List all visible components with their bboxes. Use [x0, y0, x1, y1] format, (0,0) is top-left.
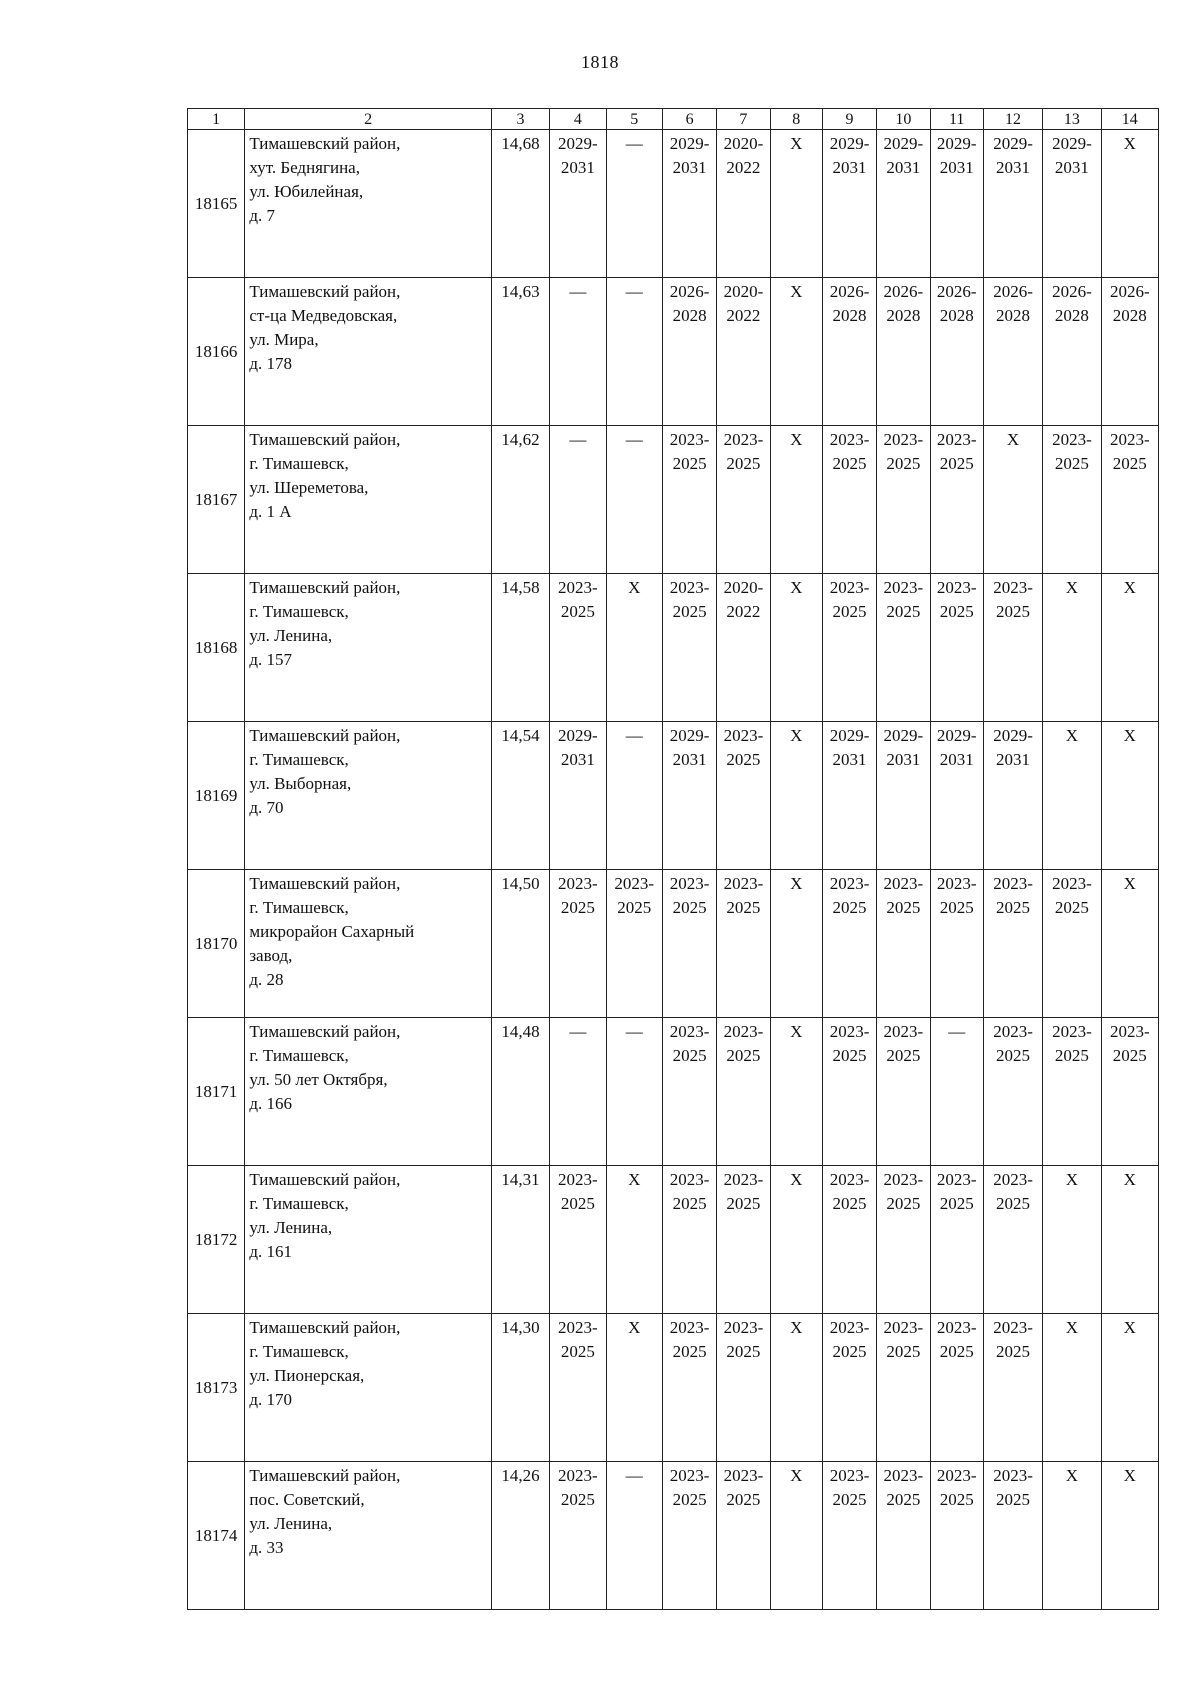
row-cell: 2023- 2025 — [717, 426, 770, 574]
table-header-row — [188, 109, 1159, 130]
row-value: 14,30 — [491, 1314, 549, 1462]
row-cell: Х — [770, 1314, 822, 1462]
row-cell: Х — [1101, 1166, 1158, 1314]
column-header: 10 — [877, 109, 930, 130]
row-value: 14,63 — [491, 278, 549, 426]
row-cell: 2023- 2025 — [1043, 426, 1101, 574]
row-cell: — — [550, 278, 606, 426]
row-address: Тимашевский район, хут. Беднягина, ул. Юбилейная, д. 7 — [245, 130, 492, 278]
row-cell: 2026- 2028 — [1101, 278, 1158, 426]
row-cell: 2029- 2031 — [662, 130, 716, 278]
row-cell: Х — [1101, 1314, 1158, 1462]
row-cell: 2023- 2025 — [550, 1462, 606, 1610]
table-row — [188, 426, 1159, 574]
row-cell: 2026- 2028 — [930, 278, 983, 426]
row-cell: 2023- 2025 — [822, 426, 876, 574]
row-cell: Х — [770, 1166, 822, 1314]
row-address: Тимашевский район, г. Тимашевск, ул. Ленина, д. 161 — [245, 1166, 492, 1314]
column-header: 12 — [983, 109, 1042, 130]
table-row — [188, 278, 1159, 426]
row-cell: 2023- 2025 — [822, 870, 876, 1018]
row-cell: 2029- 2031 — [930, 130, 983, 278]
row-cell: 2023- 2025 — [822, 1018, 876, 1166]
row-value: 14,26 — [491, 1462, 549, 1610]
row-id: 18174 — [188, 1462, 245, 1610]
column-header: 4 — [550, 109, 606, 130]
row-address: Тимашевский район, г. Тимашевск, ул. Шереметова, д. 1 А — [245, 426, 492, 574]
row-cell: Х — [1043, 1166, 1101, 1314]
row-cell: 2023- 2025 — [550, 1314, 606, 1462]
row-address: Тимашевский район, г. Тимашевск, микрорайон Сахарный завод, д. 28 — [245, 870, 492, 1018]
row-id: 18169 — [188, 722, 245, 870]
row-cell: 2023- 2025 — [1043, 870, 1101, 1018]
row-cell: 2029- 2031 — [662, 722, 716, 870]
row-cell: Х — [1043, 1462, 1101, 1610]
row-cell: 2029- 2031 — [877, 722, 930, 870]
row-id: 18172 — [188, 1166, 245, 1314]
row-cell: 2023- 2025 — [662, 574, 716, 722]
row-cell: 2023- 2025 — [550, 870, 606, 1018]
row-cell: Х — [1101, 130, 1158, 278]
row-cell: — — [606, 722, 662, 870]
row-cell: 2023- 2025 — [550, 1166, 606, 1314]
row-cell: 2023- 2025 — [717, 870, 770, 1018]
row-cell: 2023- 2025 — [717, 1462, 770, 1610]
row-value: 14,68 — [491, 130, 549, 278]
page-number: 1818 — [581, 52, 619, 72]
row-cell: — — [930, 1018, 983, 1166]
row-cell: 2023- 2025 — [930, 1314, 983, 1462]
row-value: 14,54 — [491, 722, 549, 870]
row-cell: 2029- 2031 — [822, 722, 876, 870]
row-value: 14,48 — [491, 1018, 549, 1166]
row-cell: 2023- 2025 — [877, 1166, 930, 1314]
row-cell: Х — [770, 870, 822, 1018]
row-cell: Х — [770, 1462, 822, 1610]
row-cell: 2023- 2025 — [930, 870, 983, 1018]
row-cell: 2023- 2025 — [877, 574, 930, 722]
row-cell: 2023- 2025 — [717, 1314, 770, 1462]
row-cell: 2029- 2031 — [930, 722, 983, 870]
row-cell: 2023- 2025 — [983, 1166, 1042, 1314]
row-cell: 2023- 2025 — [983, 870, 1042, 1018]
row-cell: 2029- 2031 — [877, 130, 930, 278]
row-cell: 2029- 2031 — [983, 130, 1042, 278]
column-header: 3 — [491, 109, 549, 130]
row-cell: 2023- 2025 — [1043, 1018, 1101, 1166]
row-cell: 2023- 2025 — [983, 1018, 1042, 1166]
row-value: 14,50 — [491, 870, 549, 1018]
row-cell: 2023- 2025 — [1101, 426, 1158, 574]
row-cell: 2023- 2025 — [983, 1314, 1042, 1462]
row-cell: — — [606, 426, 662, 574]
row-cell: Х — [770, 574, 822, 722]
row-id: 18168 — [188, 574, 245, 722]
row-cell: Х — [1043, 574, 1101, 722]
row-cell: 2023- 2025 — [822, 574, 876, 722]
row-cell: 2026- 2028 — [822, 278, 876, 426]
row-id: 18173 — [188, 1314, 245, 1462]
row-cell: 2023- 2025 — [877, 1314, 930, 1462]
row-cell: 2023- 2025 — [930, 574, 983, 722]
row-cell: 2026- 2028 — [662, 278, 716, 426]
column-header: 9 — [822, 109, 876, 130]
row-cell: 2020- 2022 — [717, 130, 770, 278]
row-id: 18166 — [188, 278, 245, 426]
row-cell: — — [606, 1462, 662, 1610]
row-cell: 2029- 2031 — [550, 130, 606, 278]
row-cell: Х — [1043, 1314, 1101, 1462]
row-cell: 2023- 2025 — [877, 1018, 930, 1166]
row-cell: 2023- 2025 — [930, 426, 983, 574]
row-cell: 2023- 2025 — [717, 1166, 770, 1314]
table-row — [188, 1166, 1159, 1314]
row-cell: Х — [770, 426, 822, 574]
table-row — [188, 722, 1159, 870]
table-row — [188, 1018, 1159, 1166]
table-row — [188, 130, 1159, 278]
data-table — [187, 108, 1159, 1610]
row-id: 18165 — [188, 130, 245, 278]
column-header: 8 — [770, 109, 822, 130]
row-cell: 2026- 2028 — [983, 278, 1042, 426]
row-cell: Х — [770, 722, 822, 870]
row-id: 18167 — [188, 426, 245, 574]
row-cell: 2026- 2028 — [877, 278, 930, 426]
row-value: 14,58 — [491, 574, 549, 722]
row-cell: Х — [1101, 870, 1158, 1018]
row-cell: 2023- 2025 — [1101, 1018, 1158, 1166]
row-cell: 2023- 2025 — [662, 1314, 716, 1462]
row-cell: 2029- 2031 — [1043, 130, 1101, 278]
column-header: 14 — [1101, 109, 1158, 130]
row-cell: Х — [983, 426, 1042, 574]
row-cell: 2026- 2028 — [1043, 278, 1101, 426]
row-cell: Х — [606, 1166, 662, 1314]
row-address: Тимашевский район, г. Тимашевск, ул. 50 лет Октября, д. 166 — [245, 1018, 492, 1166]
row-cell: 2023- 2025 — [662, 426, 716, 574]
row-cell: — — [606, 1018, 662, 1166]
row-cell: Х — [1043, 722, 1101, 870]
row-cell: — — [606, 130, 662, 278]
row-cell: Х — [770, 130, 822, 278]
row-cell: Х — [606, 574, 662, 722]
row-cell: 2020- 2022 — [717, 278, 770, 426]
row-cell: 2020- 2022 — [717, 574, 770, 722]
row-id: 18170 — [188, 870, 245, 1018]
row-cell: 2023- 2025 — [983, 574, 1042, 722]
row-cell: 2023- 2025 — [930, 1462, 983, 1610]
row-address: Тимашевский район, г. Тимашевск, ул. Пионерская, д. 170 — [245, 1314, 492, 1462]
row-cell: 2029- 2031 — [983, 722, 1042, 870]
row-cell: 2023- 2025 — [717, 722, 770, 870]
table-row — [188, 574, 1159, 722]
column-header: 6 — [662, 109, 716, 130]
column-header: 11 — [930, 109, 983, 130]
row-cell: 2023- 2025 — [606, 870, 662, 1018]
column-header: 7 — [717, 109, 770, 130]
row-address: Тимашевский район, г. Тимашевск, ул. Выборная, д. 70 — [245, 722, 492, 870]
column-header: 13 — [1043, 109, 1101, 130]
row-cell: 2023- 2025 — [877, 1462, 930, 1610]
row-cell: Х — [1101, 574, 1158, 722]
table-row — [188, 870, 1159, 1018]
row-address: Тимашевский район, ст-ца Медведовская, ул. Мира, д. 178 — [245, 278, 492, 426]
row-cell: Х — [606, 1314, 662, 1462]
table-row — [188, 1462, 1159, 1610]
row-cell: Х — [1101, 1462, 1158, 1610]
row-cell: 2023- 2025 — [822, 1166, 876, 1314]
row-cell: Х — [1101, 722, 1158, 870]
row-cell: 2023- 2025 — [877, 426, 930, 574]
row-cell: 2029- 2031 — [822, 130, 876, 278]
row-value: 14,31 — [491, 1166, 549, 1314]
row-cell: 2023- 2025 — [717, 1018, 770, 1166]
row-cell: Х — [770, 1018, 822, 1166]
row-cell: 2023- 2025 — [662, 870, 716, 1018]
row-cell: 2023- 2025 — [662, 1018, 716, 1166]
table-row — [188, 1314, 1159, 1462]
row-cell: 2023- 2025 — [930, 1166, 983, 1314]
row-address: Тимашевский район, пос. Советский, ул. Ленина, д. 33 — [245, 1462, 492, 1610]
row-cell: 2023- 2025 — [662, 1462, 716, 1610]
column-header: 1 — [188, 109, 245, 130]
row-value: 14,62 — [491, 426, 549, 574]
row-cell: — — [550, 1018, 606, 1166]
row-cell: 2023- 2025 — [877, 870, 930, 1018]
row-cell: 2023- 2025 — [822, 1462, 876, 1610]
row-cell: 2023- 2025 — [662, 1166, 716, 1314]
row-cell: 2023- 2025 — [822, 1314, 876, 1462]
row-cell: 2029- 2031 — [550, 722, 606, 870]
row-address: Тимашевский район, г. Тимашевск, ул. Ленина, д. 157 — [245, 574, 492, 722]
row-cell: — — [606, 278, 662, 426]
row-cell: — — [550, 426, 606, 574]
row-cell: 2023- 2025 — [550, 574, 606, 722]
column-header: 5 — [606, 109, 662, 130]
row-cell: Х — [770, 278, 822, 426]
row-cell: 2023- 2025 — [983, 1462, 1042, 1610]
column-header: 2 — [245, 109, 492, 130]
row-id: 18171 — [188, 1018, 245, 1166]
